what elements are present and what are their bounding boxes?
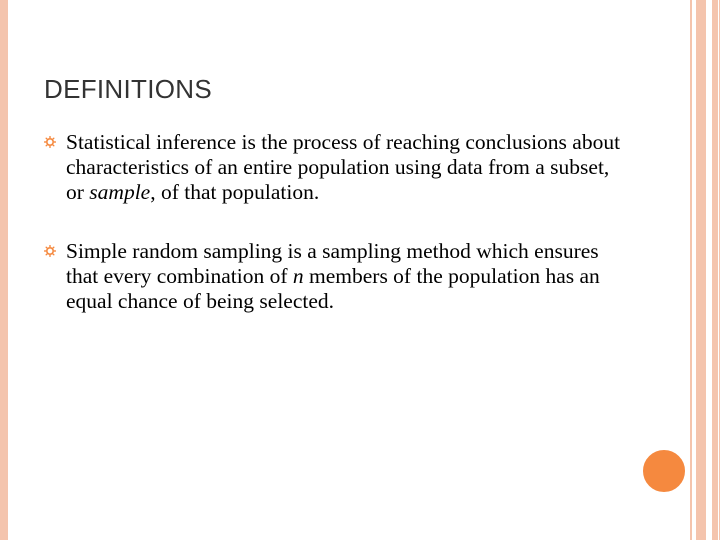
right-border-stripes (690, 0, 720, 540)
bullet-text (66, 239, 600, 313)
bullet-text-part: , of that population. (150, 180, 320, 204)
bullet-text-part: Statistical inference is the process of reaching conclusions about characteristics of an entire population using data from a subset, or (66, 130, 621, 204)
sun-bullet-icon (44, 245, 56, 257)
bullet-text-italic: sample (89, 180, 151, 204)
sun-bullet-icon (44, 136, 56, 148)
border-stripe (696, 0, 706, 540)
left-border-stripe (0, 0, 8, 540)
border-stripe (690, 0, 692, 540)
bullet-list (44, 130, 624, 348)
decorative-circle (641, 448, 687, 494)
border-stripe (712, 0, 718, 540)
bullet-text-part: members of the population has an equal chance of being selected. (66, 264, 600, 313)
bullet-text-italic: n (292, 264, 304, 288)
bullet-text-part: Simple random sampling is a sampling method which ensures that every combination of (66, 239, 599, 288)
slide-title: DEFINITIONS (44, 74, 212, 104)
bullet-item (44, 130, 624, 205)
bullet-item (44, 239, 624, 314)
bullet-text (66, 130, 620, 204)
